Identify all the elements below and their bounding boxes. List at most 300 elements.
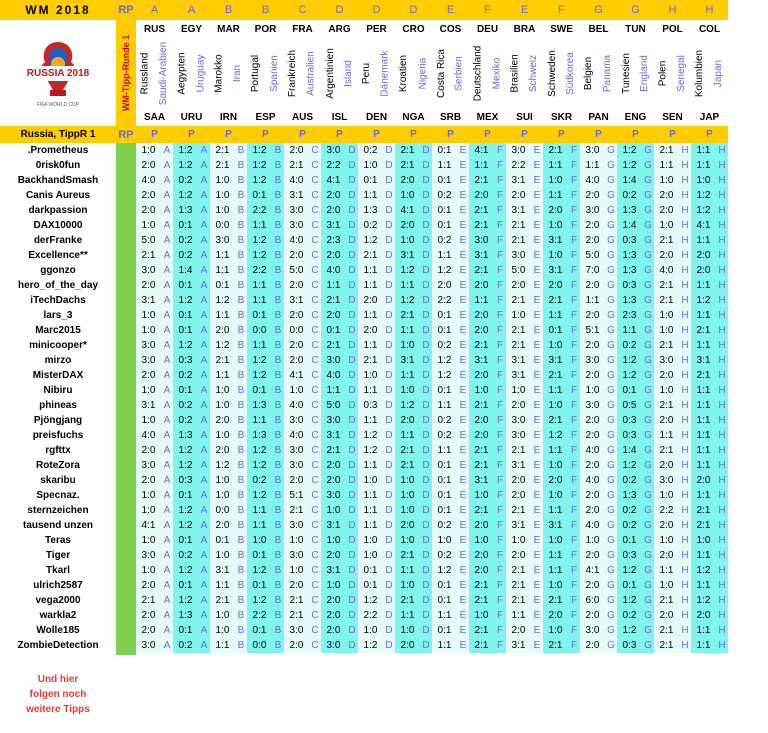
- tip-group-letter: H: [716, 368, 728, 383]
- tip-cell: 1:2: [247, 248, 272, 263]
- tip-group-letter: E: [531, 578, 543, 593]
- tip-cell: 2:0: [136, 203, 161, 218]
- tip-cell: 0:0: [247, 323, 272, 338]
- tip-cell: 1:0: [654, 173, 679, 188]
- tip-group-letter: B: [272, 338, 284, 353]
- tip-cell: 2:0: [580, 488, 605, 503]
- tip-group-letter: F: [568, 413, 580, 428]
- tip-group-letter: H: [716, 593, 728, 608]
- tip-group-letter: D: [383, 353, 395, 368]
- tip-cell: 1:1: [432, 248, 457, 263]
- tip-group-letter: B: [235, 158, 247, 173]
- tip-cell: 2:1: [136, 593, 161, 608]
- tip-group-letter: E: [457, 548, 469, 563]
- away-team-name: Uruguay: [195, 54, 206, 92]
- tip-cell: 4:0: [580, 518, 605, 533]
- tip-group-letter: A: [198, 473, 210, 488]
- tip-cell: 1:1: [691, 143, 716, 158]
- tip-cell: 0:1: [321, 323, 346, 338]
- tip-cell: 0:1: [358, 563, 383, 578]
- tip-group-letter: E: [457, 413, 469, 428]
- tip-cell: 2:1: [654, 233, 679, 248]
- tip-cell: 2:1: [469, 443, 494, 458]
- tip-cell: 1:1: [469, 158, 494, 173]
- round-label-text: WM-Tipp-Runde 1: [121, 34, 132, 112]
- tip-cell: 2:0: [321, 308, 346, 323]
- tip-group-letter: G: [605, 248, 617, 263]
- tip-group-letter: E: [531, 353, 543, 368]
- tip-group-letter: D: [346, 443, 358, 458]
- tip-group-letter: E: [531, 458, 543, 473]
- tip-group-letter: A: [198, 218, 210, 233]
- page-title: WM 2018: [0, 0, 116, 20]
- tip-group-letter: D: [420, 368, 432, 383]
- tip-cell: 0:1: [247, 623, 272, 638]
- tip-cell: 0:2: [173, 173, 198, 188]
- tip-group-letter: C: [309, 608, 321, 623]
- tip-group-letter: B: [235, 353, 247, 368]
- away-team-name: Saudi-Arabien: [158, 41, 169, 105]
- tip-cell: 1:1: [691, 443, 716, 458]
- points-col-label: P: [691, 126, 728, 143]
- tip-cell: 0:1: [173, 278, 198, 293]
- player-name: Nibiru: [0, 383, 116, 398]
- tip-cell: 1:0: [543, 623, 568, 638]
- tip-cell: 1:0: [284, 563, 309, 578]
- tip-group-letter: B: [235, 638, 247, 653]
- tip-cell: 1:1: [432, 158, 457, 173]
- tip-group-letter: D: [346, 383, 358, 398]
- tip-group-letter: F: [568, 428, 580, 443]
- tip-group-letter: G: [605, 428, 617, 443]
- tip-group-letter: D: [346, 143, 358, 158]
- tip-group-letter: B: [272, 548, 284, 563]
- tip-group-letter: E: [457, 218, 469, 233]
- tip-group-letter: B: [272, 158, 284, 173]
- tip-group-letter: B: [272, 278, 284, 293]
- tip-group-letter: G: [605, 548, 617, 563]
- tip-group-letter: H: [679, 548, 691, 563]
- tip-cell: 2:2: [247, 263, 272, 278]
- tip-cell: 1:0: [395, 488, 420, 503]
- tip-group-letter: D: [420, 458, 432, 473]
- tip-cell: 2:0: [580, 548, 605, 563]
- tip-group-letter: G: [642, 173, 654, 188]
- tip-group-letter: D: [346, 338, 358, 353]
- tip-cell: 1:2: [432, 368, 457, 383]
- tip-cell: 1:0: [506, 533, 531, 548]
- tip-cell: 1:2: [210, 458, 235, 473]
- tip-group-letter: C: [309, 338, 321, 353]
- tip-cell: 1:0: [136, 533, 161, 548]
- tip-cell: 2:1: [654, 398, 679, 413]
- tip-cell: 1:0: [580, 533, 605, 548]
- tip-cell: 4:0: [580, 173, 605, 188]
- tip-group-letter: D: [420, 233, 432, 248]
- group-label: B: [210, 0, 247, 20]
- team-names: [691, 38, 728, 108]
- tip-cell: 4:1: [469, 143, 494, 158]
- tip-cell: 2:0: [654, 608, 679, 623]
- rp-header: RP: [116, 0, 136, 20]
- home-code: POL: [654, 20, 691, 38]
- tip-group-letter: E: [457, 158, 469, 173]
- tip-group-letter: F: [568, 473, 580, 488]
- tip-group-letter: F: [494, 623, 506, 638]
- away-code: URU: [173, 108, 210, 126]
- tip-group-letter: B: [272, 353, 284, 368]
- tip-cell: 3:0: [654, 473, 679, 488]
- tip-group-letter: D: [346, 578, 358, 593]
- tip-group-letter: C: [309, 443, 321, 458]
- tip-cell: 3:1: [284, 293, 309, 308]
- tip-cell: 3:0: [136, 638, 161, 653]
- tip-cell: 2:2: [247, 203, 272, 218]
- tip-group-letter: B: [235, 563, 247, 578]
- tip-group-letter: A: [161, 308, 173, 323]
- tip-group-letter: B: [272, 488, 284, 503]
- tip-group-letter: E: [457, 398, 469, 413]
- tip-cell: 2:0: [469, 278, 494, 293]
- tip-cell: 2:0: [580, 638, 605, 653]
- tip-cell: 2:1: [469, 458, 494, 473]
- tip-cell: 4:0: [284, 173, 309, 188]
- tip-group-letter: C: [309, 548, 321, 563]
- tip-group-letter: A: [161, 398, 173, 413]
- tip-cell: 2:1: [358, 248, 383, 263]
- tip-cell: 2:1: [395, 158, 420, 173]
- tip-cell: 1:1: [543, 443, 568, 458]
- tip-group-letter: B: [235, 443, 247, 458]
- tip-group-letter: D: [383, 473, 395, 488]
- tip-cell: 2:0: [506, 278, 531, 293]
- tip-cell: 0:5: [617, 398, 642, 413]
- tip-group-letter: E: [457, 488, 469, 503]
- tip-cell: 0:1: [247, 308, 272, 323]
- tip-cell: 0:2: [247, 473, 272, 488]
- tip-cell: 1:1: [654, 428, 679, 443]
- tip-group-letter: G: [642, 548, 654, 563]
- tip-cell: 2:0: [358, 323, 383, 338]
- tip-group-letter: A: [161, 563, 173, 578]
- tip-cell: 1:1: [210, 638, 235, 653]
- tip-group-letter: D: [346, 173, 358, 188]
- tip-group-letter: B: [272, 473, 284, 488]
- away-team-name: Südkorea: [565, 51, 576, 95]
- tip-group-letter: A: [161, 173, 173, 188]
- tip-group-letter: A: [198, 593, 210, 608]
- tip-cell: 1:1: [247, 218, 272, 233]
- player-name: hero_of_the_day: [0, 278, 116, 293]
- tip-cell: 2:0: [654, 203, 679, 218]
- tip-group-letter: G: [605, 368, 617, 383]
- tip-cell: 1:4: [617, 218, 642, 233]
- tip-group-letter: B: [272, 428, 284, 443]
- tip-cell: 4:0: [321, 368, 346, 383]
- tip-group-letter: H: [679, 443, 691, 458]
- tip-group-letter: D: [346, 548, 358, 563]
- tip-cell: 1:0: [395, 233, 420, 248]
- tip-cell: 0:1: [432, 623, 457, 638]
- tip-cell: 1:1: [321, 278, 346, 293]
- tip-cell: 2:0: [210, 518, 235, 533]
- tip-cell: 2:1: [691, 368, 716, 383]
- tip-group-letter: G: [642, 443, 654, 458]
- tip-group-letter: A: [198, 203, 210, 218]
- tip-cell: 2:0: [580, 308, 605, 323]
- tip-group-letter: A: [198, 248, 210, 263]
- tip-group-letter: G: [605, 503, 617, 518]
- tip-cell: 2:1: [543, 368, 568, 383]
- tip-cell: 1:0: [395, 503, 420, 518]
- group-label: B: [247, 0, 284, 20]
- group-label: D: [395, 0, 432, 20]
- tip-cell: 0:2: [432, 233, 457, 248]
- tip-group-letter: E: [531, 638, 543, 653]
- tip-group-letter: A: [161, 263, 173, 278]
- tip-cell: 1:1: [617, 323, 642, 338]
- tip-cell: 2:1: [210, 158, 235, 173]
- player-name: DAX10000: [0, 218, 116, 233]
- tip-group-letter: D: [420, 578, 432, 593]
- tip-cell: 1:0: [210, 548, 235, 563]
- tip-group-letter: A: [198, 623, 210, 638]
- tip-cell: 1:0: [136, 383, 161, 398]
- tip-cell: 1:0: [580, 383, 605, 398]
- tip-group-letter: F: [494, 473, 506, 488]
- tip-cell: 2:0: [469, 188, 494, 203]
- tip-group-letter: A: [198, 638, 210, 653]
- tip-group-letter: H: [716, 563, 728, 578]
- tip-group-letter: H: [716, 353, 728, 368]
- team-names: [284, 38, 321, 108]
- tip-cell: 3:0: [580, 353, 605, 368]
- tip-cell: 0:2: [617, 338, 642, 353]
- tip-cell: 3:0: [469, 233, 494, 248]
- tip-cell: 1:1: [543, 158, 568, 173]
- tip-group-letter: D: [420, 158, 432, 173]
- tip-group-letter: F: [494, 413, 506, 428]
- tip-group-letter: F: [494, 173, 506, 188]
- tip-group-letter: F: [494, 368, 506, 383]
- tip-cell: 2:1: [469, 503, 494, 518]
- tip-cell: 3:0: [284, 458, 309, 473]
- tip-cell: 0:1: [173, 578, 198, 593]
- tip-group-letter: A: [198, 278, 210, 293]
- tip-cell: 1:2: [617, 458, 642, 473]
- tip-cell: 0:1: [173, 383, 198, 398]
- tip-group-letter: G: [642, 518, 654, 533]
- tip-cell: 2:1: [284, 608, 309, 623]
- tip-group-letter: E: [531, 428, 543, 443]
- tip-cell: 0:1: [173, 218, 198, 233]
- tip-group-letter: C: [309, 323, 321, 338]
- home-team-name: Portugal: [250, 54, 262, 92]
- tip-cell: 0:1: [247, 548, 272, 563]
- tip-group-letter: H: [716, 638, 728, 653]
- tip-group-letter: D: [346, 593, 358, 608]
- points-col-label: P: [580, 126, 617, 143]
- tip-group-letter: F: [494, 293, 506, 308]
- tip-group-letter: F: [494, 203, 506, 218]
- tip-cell: 1:1: [358, 338, 383, 353]
- tip-group-letter: G: [605, 413, 617, 428]
- tip-group-letter: A: [198, 398, 210, 413]
- tip-group-letter: G: [605, 203, 617, 218]
- tip-group-letter: H: [679, 413, 691, 428]
- tip-cell: 2:2: [321, 158, 346, 173]
- tip-cell: 1:0: [358, 158, 383, 173]
- tip-cell: 2:0: [580, 338, 605, 353]
- tip-cell: 1:3: [617, 203, 642, 218]
- tip-cell: 1:2: [247, 593, 272, 608]
- tip-cell: 2:0: [284, 308, 309, 323]
- tip-cell: 2:0: [580, 428, 605, 443]
- tip-cell: 1:2: [173, 593, 198, 608]
- tip-cell: 2:0: [284, 638, 309, 653]
- tip-group-letter: E: [457, 203, 469, 218]
- tip-group-letter: C: [309, 398, 321, 413]
- tip-group-letter: B: [235, 248, 247, 263]
- tip-cell: 2:0: [321, 203, 346, 218]
- tip-group-letter: G: [642, 158, 654, 173]
- away-team-name: Mexiko: [491, 57, 502, 89]
- points-col-label: P: [617, 126, 654, 143]
- tip-cell: 1:2: [247, 158, 272, 173]
- tip-cell: 3:0: [284, 203, 309, 218]
- round-label: [116, 20, 136, 126]
- tip-cell: 2:1: [654, 338, 679, 353]
- team-names: [395, 38, 432, 108]
- tip-group-letter: A: [198, 368, 210, 383]
- tip-group-letter: C: [309, 263, 321, 278]
- tip-group-letter: B: [235, 233, 247, 248]
- tip-group-letter: H: [716, 503, 728, 518]
- tip-cell: 1:0: [284, 533, 309, 548]
- tip-group-letter: D: [346, 638, 358, 653]
- tip-cell: 1:0: [284, 383, 309, 398]
- tip-cell: 2:0: [136, 188, 161, 203]
- tip-cell: 1:0: [469, 608, 494, 623]
- tip-group-letter: G: [605, 398, 617, 413]
- group-label: G: [580, 0, 617, 20]
- tip-cell: 1:2: [210, 293, 235, 308]
- tip-group-letter: G: [642, 638, 654, 653]
- tip-group-letter: A: [161, 383, 173, 398]
- tip-cell: 3:0: [321, 413, 346, 428]
- tip-group-letter: A: [198, 503, 210, 518]
- tip-group-letter: D: [383, 338, 395, 353]
- tip-cell: 1:2: [617, 563, 642, 578]
- tip-group-letter: G: [642, 308, 654, 323]
- tip-cell: 3:1: [506, 638, 531, 653]
- tip-cell: 4:0: [284, 233, 309, 248]
- tip-group-letter: G: [605, 623, 617, 638]
- tip-cell: 2:0: [654, 518, 679, 533]
- tip-cell: 2:1: [469, 593, 494, 608]
- tip-group-letter: G: [642, 488, 654, 503]
- tip-cell: 2:1: [284, 503, 309, 518]
- away-code: ISL: [321, 108, 358, 126]
- points-col-label: P: [284, 126, 321, 143]
- tip-cell: 0:3: [173, 473, 198, 488]
- tip-group-letter: A: [198, 488, 210, 503]
- tip-cell: 1:3: [173, 428, 198, 443]
- tip-cell: 1:2: [617, 158, 642, 173]
- tip-group-letter: B: [272, 188, 284, 203]
- tip-cell: 1:1: [691, 428, 716, 443]
- home-team-name: Belgien: [583, 56, 595, 90]
- tip-cell: 1:0: [358, 473, 383, 488]
- tip-group-letter: D: [383, 158, 395, 173]
- tip-cell: 1:1: [395, 368, 420, 383]
- tip-group-letter: F: [494, 608, 506, 623]
- tip-group-letter: E: [531, 338, 543, 353]
- player-name: RoteZora: [0, 458, 116, 473]
- tip-cell: 0:1: [432, 323, 457, 338]
- tip-cell: 0:1: [432, 593, 457, 608]
- away-team-name: Serbien: [454, 55, 465, 91]
- tip-cell: 1:0: [543, 578, 568, 593]
- rp-points-header: RP: [116, 126, 136, 143]
- tip-group-letter: D: [383, 218, 395, 233]
- tip-cell: 3:0: [321, 143, 346, 158]
- tip-cell: 1:2: [358, 428, 383, 443]
- tip-cell: 2:0: [136, 158, 161, 173]
- team-names: [506, 38, 543, 108]
- tip-group-letter: C: [309, 458, 321, 473]
- group-label: C: [284, 0, 321, 20]
- group-label: D: [358, 0, 395, 20]
- tip-cell: 0:1: [358, 578, 383, 593]
- tip-cell: 1:0: [543, 398, 568, 413]
- tip-cell: 0:1: [210, 533, 235, 548]
- tip-group-letter: D: [346, 473, 358, 488]
- tip-group-letter: A: [161, 323, 173, 338]
- tip-group-letter: F: [494, 278, 506, 293]
- tip-cell: 2:1: [210, 353, 235, 368]
- tip-cell: 1:2: [173, 443, 198, 458]
- tip-group-letter: G: [642, 623, 654, 638]
- tip-cell: 1:1: [358, 458, 383, 473]
- tip-cell: 1:0: [654, 533, 679, 548]
- tip-group-letter: F: [494, 593, 506, 608]
- tip-group-letter: D: [346, 488, 358, 503]
- away-code: AUS: [284, 108, 321, 126]
- tip-group-letter: G: [642, 263, 654, 278]
- tip-cell: 0:1: [432, 578, 457, 593]
- away-code: SEN: [654, 108, 691, 126]
- tip-cell: 1:3: [173, 203, 198, 218]
- away-team-name: Australien: [306, 50, 317, 96]
- tip-group-letter: F: [568, 578, 580, 593]
- tip-group-letter: E: [531, 473, 543, 488]
- tip-cell: 3:1: [321, 218, 346, 233]
- tip-cell: 2:1: [543, 143, 568, 158]
- tip-cell: 2:0: [654, 248, 679, 263]
- tip-group-letter: D: [420, 338, 432, 353]
- tip-group-letter: D: [420, 173, 432, 188]
- tip-group-letter: F: [568, 503, 580, 518]
- tip-cell: 2:0: [210, 443, 235, 458]
- points-col-label: P: [654, 126, 691, 143]
- tip-group-letter: F: [494, 248, 506, 263]
- tip-cell: 1:1: [691, 383, 716, 398]
- tip-cell: 2:1: [654, 443, 679, 458]
- tip-cell: 2:0: [321, 458, 346, 473]
- tip-group-letter: D: [383, 368, 395, 383]
- tip-group-letter: G: [605, 323, 617, 338]
